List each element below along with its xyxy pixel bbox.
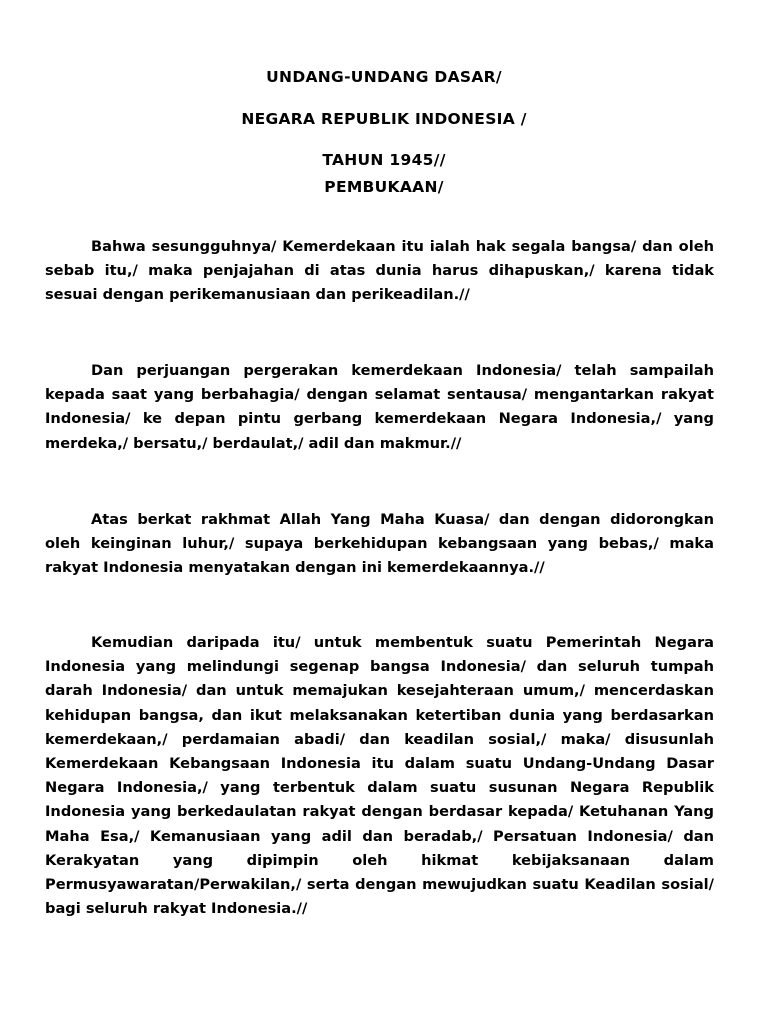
title-line-1: UNDANG-UNDANG DASAR/	[266, 68, 502, 86]
paragraph-1: Bahwa sesungguhnya/ Kemerdekaan itu ialah hak segala bangsa/ dan oleh sebab itu,/ maka penjajahan di atas dunia harus dihapuskan,/ karena tidak sesuai dengan perikemanusiaan dan perikeadilan.//	[45, 238, 714, 304]
paragraph-3: Atas berkat rakhmat Allah Yang Maha Kuasa/ dan dengan didorongkan oleh keinginan luhur,/ supaya berkehidupan kebangsaan yang bebas,/ maka rakyat Indonesia menyatakan dengan ini kemerdekaannya.//	[45, 511, 714, 577]
title-line-4: PEMBUKAAN/	[324, 178, 444, 196]
title-line-2: NEGARA REPUBLIK INDONESIA /	[241, 110, 527, 128]
title-line-3: TAHUN 1945//	[322, 151, 446, 169]
paragraph-4: Kemudian daripada itu/ untuk membentuk suatu Pemerintah Negara Indonesia yang melindungi segenap bangsa Indonesia/ dan seluruh tumpah darah Indonesia/ dan untuk memajukan kesejahteraan umum,/ mencerdaskan kehidupan bangsa, dan ikut melaksanakan ketertiban dunia yang berdasarkan kemerdekaan,/ perdamaian abadi/ dan keadilan sosial,/ maka/ disusunlah Kemerdekaan Kebangsaan Indonesia itu dalam suatu Undang-Undang Dasar Negara Indonesia,/ yang terbentuk dalam suatu susunan Negara Republik Indonesia yang berkedaulatan rakyat dengan berdasar kepada/ Ketuhanan Yang Maha Esa,/ Kemanusiaan yang adil dan beradab,/ Persatuan Indonesia/ dan Kerakyatan yang dipimpin oleh hikmat kebijaksanaan dalam Permusyawaratan/Perwakilan,/ serta dengan mewujudkan suatu Keadilan sosial/ bagi seluruh rakyat Indonesia.//	[45, 634, 714, 918]
paragraph-2: Dan perjuangan pergerakan kemerdekaan Indonesia/ telah sampailah kepada saat yang berbahagia/ dengan selamat sentausa/ mengantarkan rakyat Indonesia/ ke depan pintu gerbang kemerdekaan Negara Indonesia,/ yang merdeka,/ bersatu,/ berdaulat,/ adil dan makmur.//	[45, 362, 714, 452]
